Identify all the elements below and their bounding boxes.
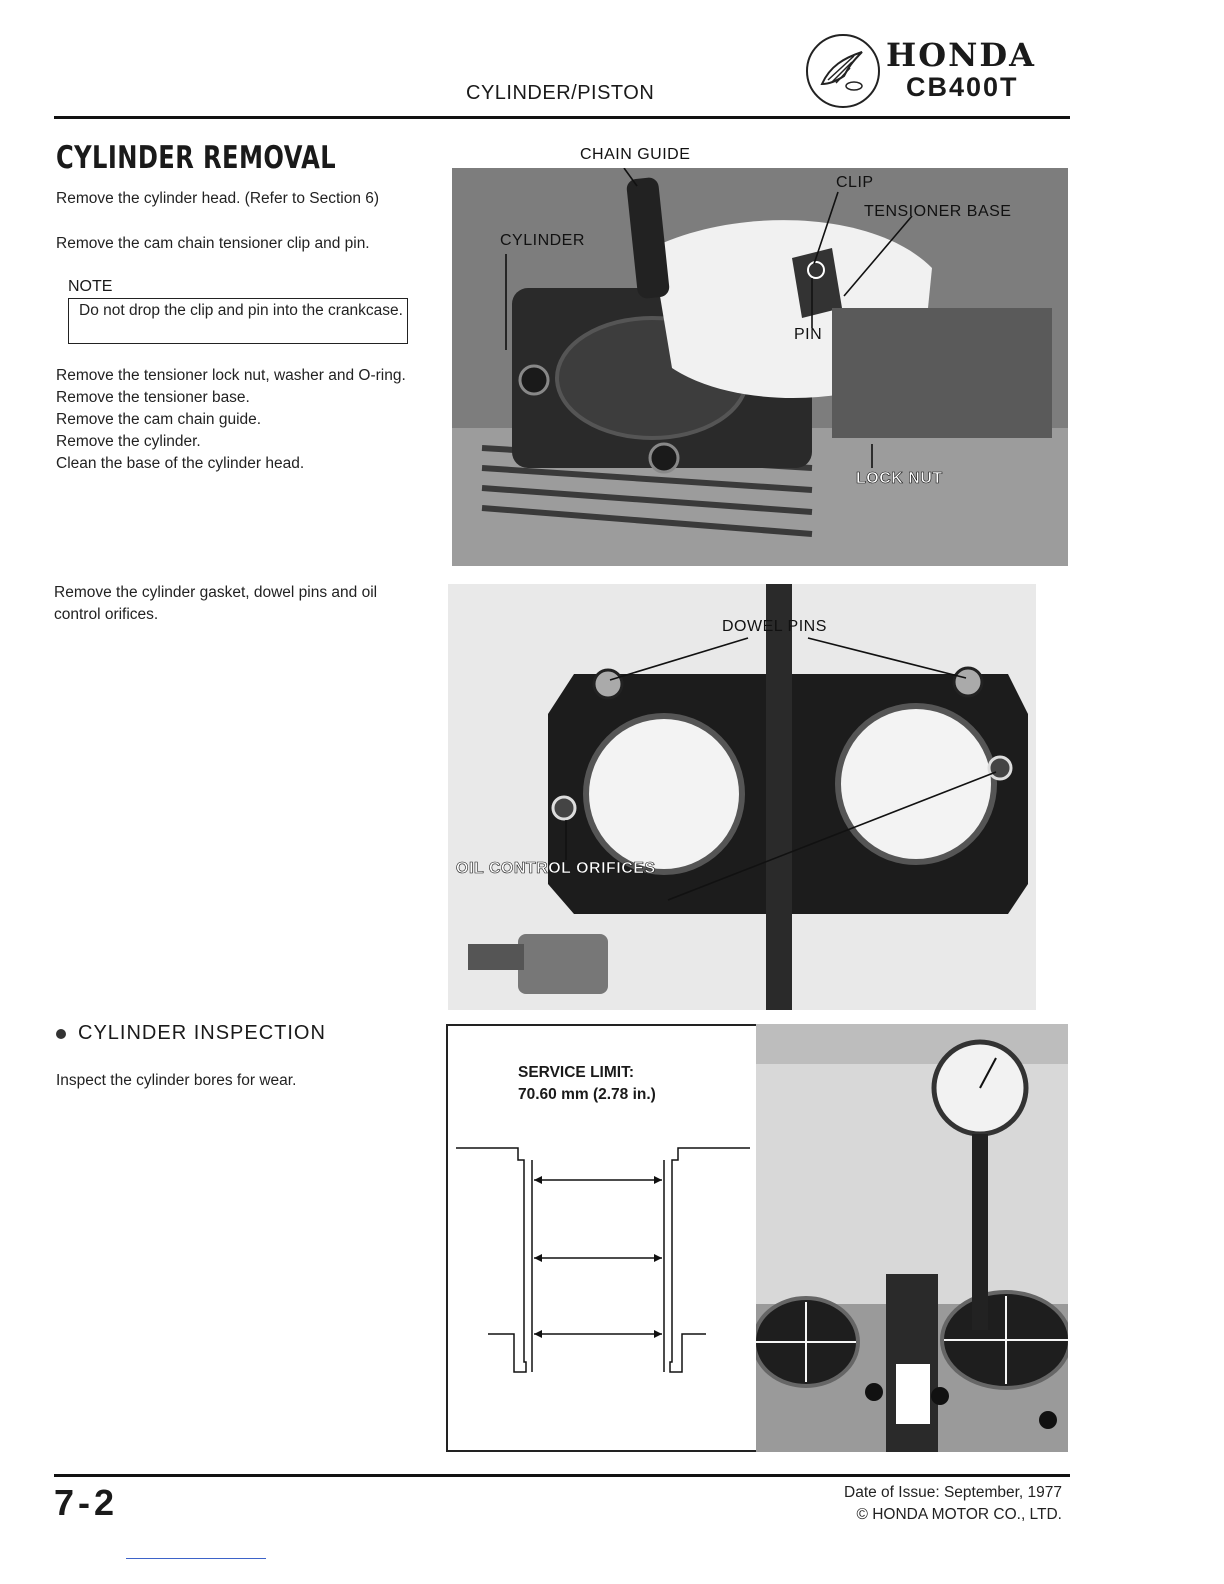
inspection-title-text: CYLINDER INSPECTION [78,1022,326,1044]
header-rule [54,116,1070,119]
label-tensioner-base: TENSIONER BASE [864,203,1012,220]
brand-name: HONDA [886,36,1036,74]
photo1-leader-lines [452,168,1068,566]
label-lock-nut: LOCK NUT [856,470,943,487]
issue-date: Date of Issue: September, 1977 [844,1484,1062,1501]
text-remove-cylinder-head: Remove the cylinder head. (Refer to Section 6) [56,190,380,207]
footer-issue-info [844,1482,1062,1526]
step-item: Remove the tensioner lock nut, washer and O-ring. [56,367,406,384]
copyright: © HONDA MOTOR CO., LTD. [856,1506,1062,1523]
label-chain-guide: CHAIN GUIDE [580,146,691,163]
removal-steps [56,365,428,475]
text-remove-clip-pin: Remove the cam chain tensioner clip and pin. [56,235,370,252]
step-item: Remove the cam chain guide. [56,411,262,428]
header-section-title: CYLINDER/PISTON [466,82,655,104]
footer-rule [54,1474,1070,1477]
note-text: Do not drop the clip and pin into the crankcase. [79,302,403,319]
label-clip: CLIP [836,174,874,191]
step-item: Remove the cylinder. [56,433,201,450]
model-name: CB400T [906,72,1019,102]
label-dowel-pins: DOWEL PINS [722,618,827,635]
wing-icon [808,36,874,102]
bottom-blue-line [126,1558,266,1559]
text-inspect-bores: Inspect the cylinder bores for wear. [56,1072,297,1089]
bore-gauge-illustration [756,1024,1068,1452]
service-limit-value: 70.60 mm (2.78 in.) [518,1086,656,1103]
honda-wing-logo [806,34,880,108]
photo-cylinder-top [452,168,1068,566]
bullet-icon [56,1029,66,1039]
section-heading-cylinder-inspection [56,1022,326,1045]
label-cylinder: CYLINDER [500,232,585,249]
service-limit-label: SERVICE LIMIT: [518,1064,634,1081]
label-oil-control-orifices: OIL CONTROL ORIFICES [456,860,656,877]
page-number: 7-2 [54,1482,119,1523]
photo-bore-gauge [756,1024,1068,1452]
note-label: NOTE [68,278,113,295]
step-item: Clean the base of the cylinder head. [56,455,305,472]
text-remove-gasket: Remove the cylinder gasket, dowel pins and oil control orifices. [54,584,378,623]
service-limit-text [518,1062,656,1106]
step-item: Remove the tensioner base. [56,389,250,406]
photo-cylinder-gasket [448,584,1036,1010]
photo2-leader-lines [448,584,1036,1010]
section-heading-cylinder-removal: CYLINDER REMOVAL [56,140,337,176]
note-box [68,298,408,344]
label-pin: PIN [794,326,823,343]
